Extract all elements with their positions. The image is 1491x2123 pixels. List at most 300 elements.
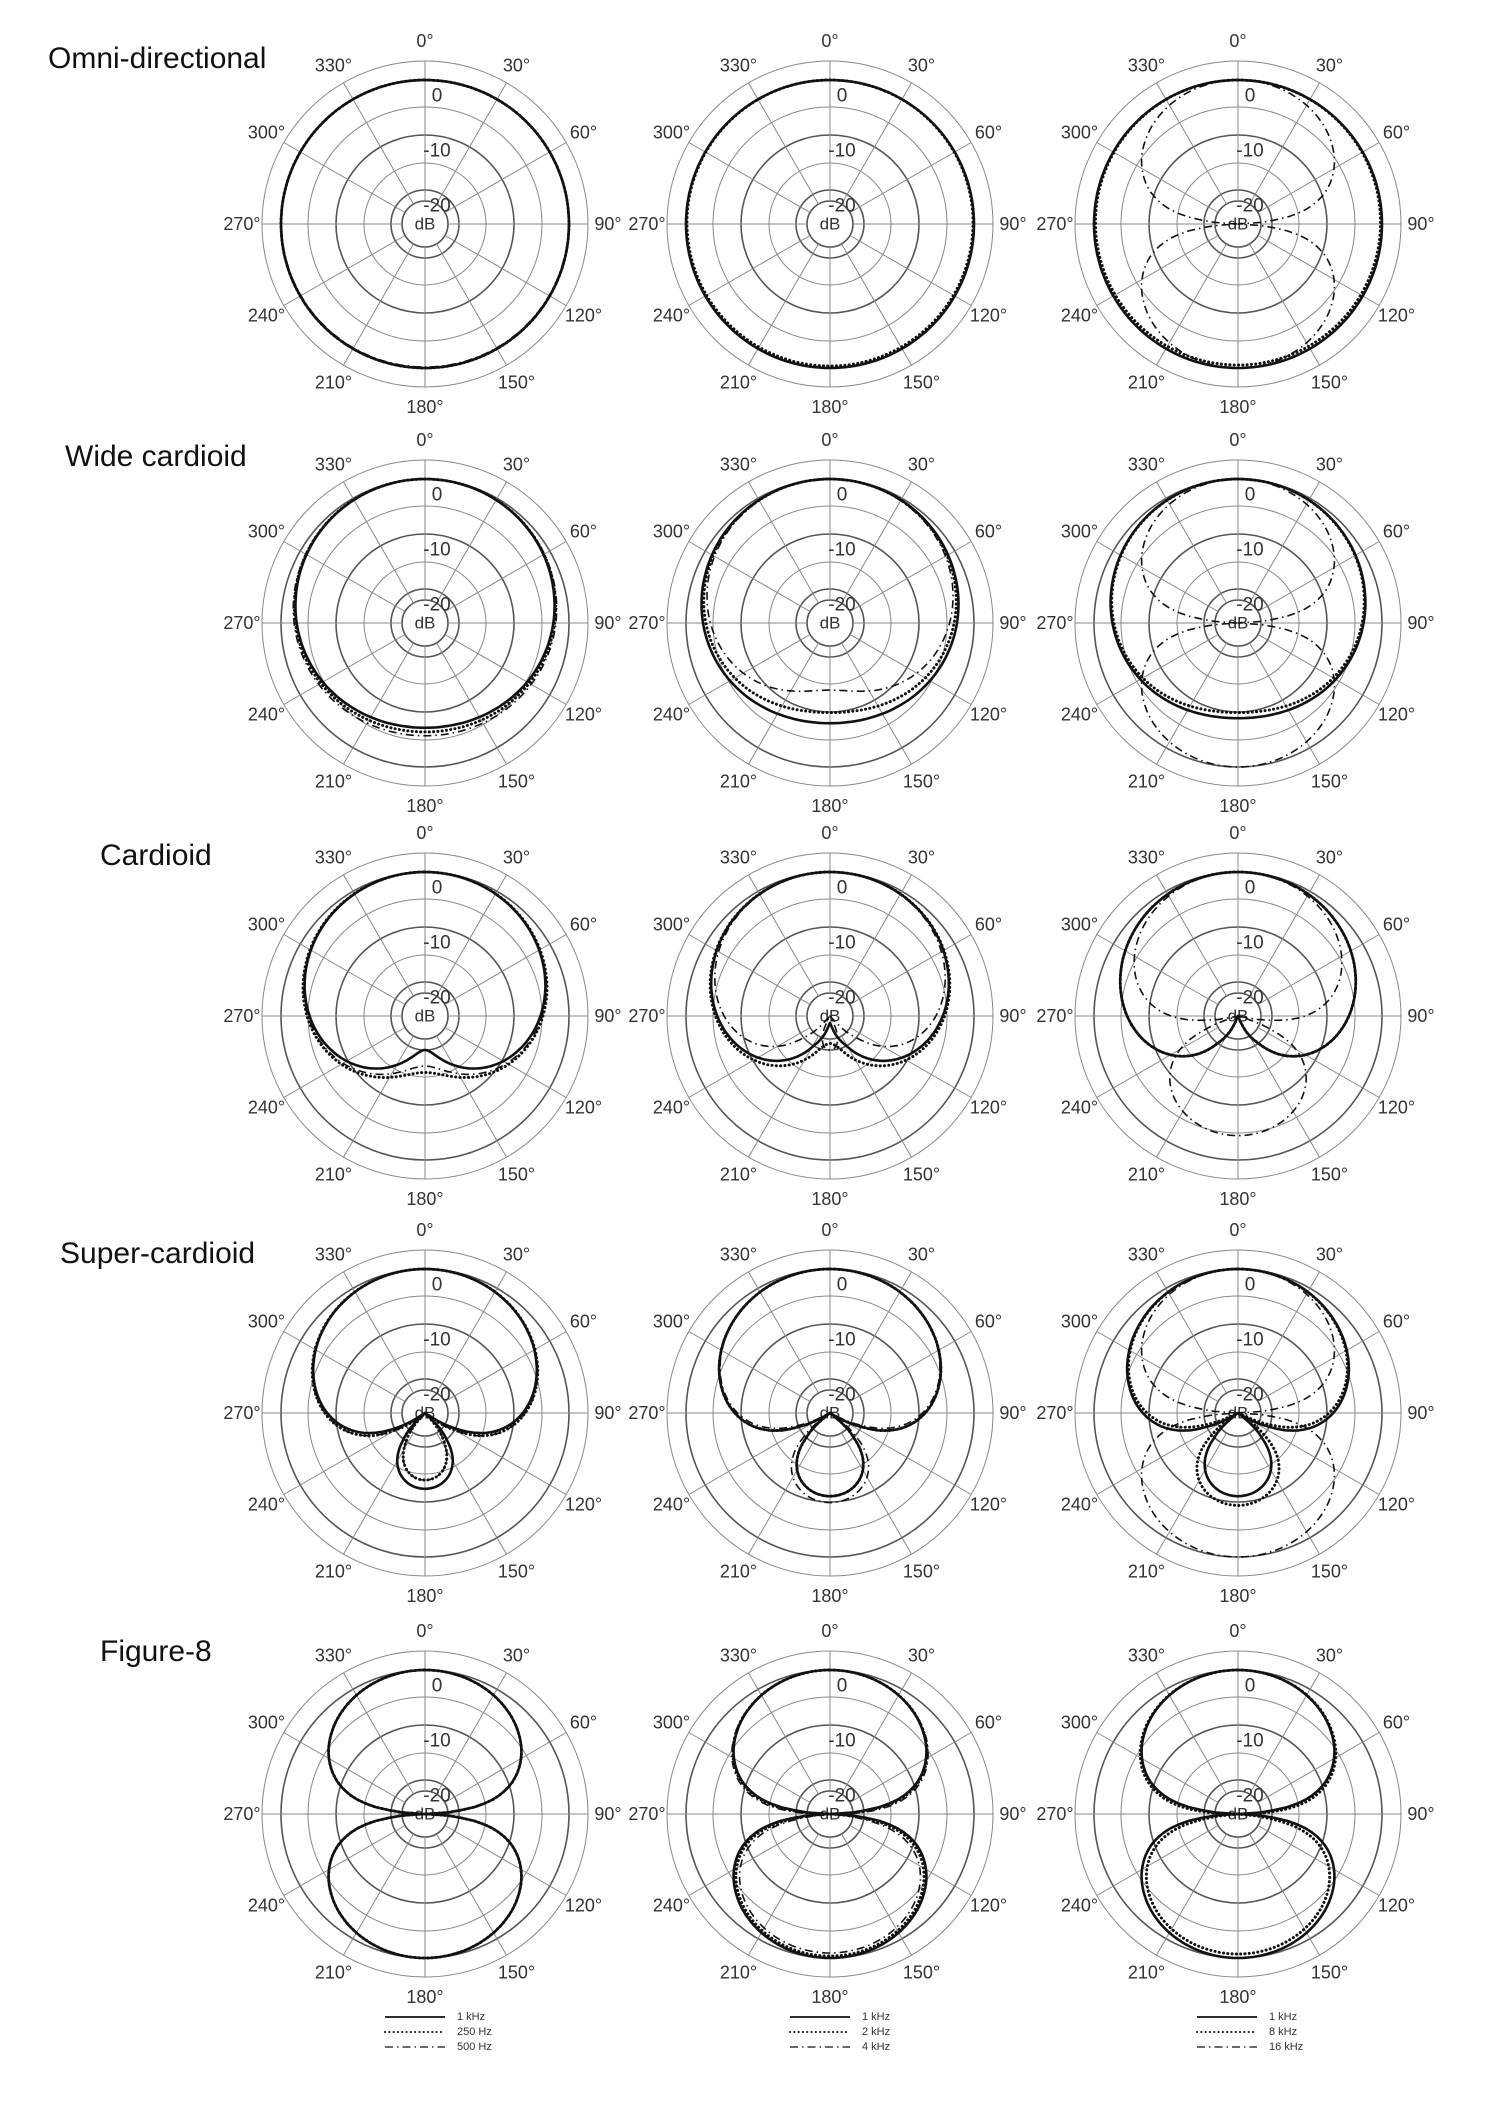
angle-label: 180° bbox=[406, 397, 444, 417]
grid-spoke bbox=[749, 1433, 819, 1554]
angle-label: 330° bbox=[719, 1645, 758, 1666]
ring-label: -20 bbox=[828, 195, 856, 217]
angle-label: 180° bbox=[406, 796, 444, 816]
angle-label: 210° bbox=[1127, 1561, 1166, 1582]
angle-label: 240° bbox=[247, 1494, 286, 1515]
grid-spoke bbox=[437, 1834, 507, 1955]
ring-label: -10 bbox=[1236, 932, 1264, 954]
grid-spoke bbox=[689, 1425, 810, 1495]
angle-label: 180° bbox=[811, 1586, 849, 1606]
angle-label: 90° bbox=[594, 1403, 622, 1423]
grid-spoke bbox=[850, 635, 971, 705]
angle-label: 270° bbox=[223, 1006, 261, 1026]
grid-spoke bbox=[1258, 1826, 1379, 1896]
angle-label: 0° bbox=[416, 1220, 434, 1240]
legend-label: 1 kHz bbox=[1269, 2011, 1298, 2023]
grid-spoke bbox=[437, 1036, 507, 1157]
grid-spoke bbox=[850, 1028, 971, 1098]
angle-label: 180° bbox=[406, 1987, 444, 2007]
angle-label: 0° bbox=[416, 823, 434, 843]
angle-label: 270° bbox=[1036, 1006, 1074, 1026]
angle-label: 120° bbox=[564, 1895, 603, 1916]
angle-label: 270° bbox=[628, 1804, 666, 1824]
angle-label: 270° bbox=[223, 613, 261, 633]
angle-label: 300° bbox=[1060, 914, 1099, 935]
center-db-label: dB bbox=[414, 1006, 436, 1026]
grid-spoke bbox=[1157, 1272, 1227, 1393]
angle-label: 60° bbox=[974, 914, 1003, 935]
angle-label: 300° bbox=[652, 914, 691, 935]
angle-label: 30° bbox=[502, 1244, 531, 1265]
grid-spoke bbox=[1258, 1425, 1379, 1495]
grid-spoke bbox=[344, 1433, 414, 1554]
grid-spoke bbox=[344, 244, 414, 365]
polar-plot-cardioid-2 bbox=[628, 823, 1026, 1209]
angle-label: 60° bbox=[974, 1712, 1003, 1733]
angle-label: 120° bbox=[564, 1097, 603, 1118]
angle-label: 300° bbox=[247, 914, 286, 935]
angle-label: 120° bbox=[969, 305, 1008, 326]
ring-label: 0 bbox=[836, 484, 848, 506]
angle-label: 270° bbox=[628, 1403, 666, 1423]
angle-label: 0° bbox=[1229, 1621, 1247, 1641]
grid-spoke bbox=[689, 1028, 810, 1098]
grid-spoke bbox=[284, 1826, 405, 1896]
angle-label: 30° bbox=[502, 1645, 531, 1666]
angle-label: 300° bbox=[652, 1712, 691, 1733]
angle-label: 300° bbox=[247, 1712, 286, 1733]
angle-label: 330° bbox=[719, 1244, 758, 1265]
angle-label: 150° bbox=[497, 1962, 536, 1983]
angle-label: 180° bbox=[406, 1189, 444, 1209]
center-db-label: dB bbox=[1227, 214, 1249, 234]
angle-label: 120° bbox=[1377, 1097, 1416, 1118]
grid-spoke bbox=[1250, 1433, 1320, 1554]
ring-label: 0 bbox=[836, 877, 848, 899]
angle-label: 270° bbox=[223, 214, 261, 234]
angle-label: 270° bbox=[628, 613, 666, 633]
legend-label: 1 kHz bbox=[862, 2011, 891, 2023]
angle-label: 150° bbox=[902, 771, 941, 792]
grid-spoke bbox=[749, 1272, 819, 1393]
angle-label: 60° bbox=[569, 1311, 598, 1332]
grid-spoke bbox=[445, 1332, 566, 1402]
legend-2 bbox=[790, 2011, 890, 2053]
polar-plot-fig8-3 bbox=[1036, 1621, 1434, 2007]
ring-label: 0 bbox=[1244, 85, 1256, 107]
ring-label: -10 bbox=[423, 539, 451, 561]
angle-label: 240° bbox=[1060, 305, 1099, 326]
polar-plot-wide-1 bbox=[223, 430, 621, 816]
polar-plot-omni-2 bbox=[628, 31, 1026, 417]
angle-label: 150° bbox=[902, 1962, 941, 1983]
angle-label: 270° bbox=[1036, 1403, 1074, 1423]
ring-label: -20 bbox=[1236, 1785, 1264, 1807]
ring-label: -20 bbox=[423, 594, 451, 616]
angle-label: 90° bbox=[999, 214, 1027, 234]
angle-label: 30° bbox=[907, 1244, 936, 1265]
ring-label: -20 bbox=[828, 1785, 856, 1807]
angle-label: 240° bbox=[652, 1097, 691, 1118]
angle-label: 0° bbox=[1229, 823, 1247, 843]
center-db-label: dB bbox=[1227, 613, 1249, 633]
center-db-label: dB bbox=[414, 613, 436, 633]
ring-label: 0 bbox=[1244, 1675, 1256, 1697]
angle-label: 270° bbox=[223, 1403, 261, 1423]
angle-label: 300° bbox=[652, 1311, 691, 1332]
ring-label: -10 bbox=[828, 1329, 856, 1351]
ring-label: -20 bbox=[1236, 195, 1264, 217]
angle-label: 330° bbox=[1127, 454, 1166, 475]
angle-label: 270° bbox=[1036, 214, 1074, 234]
ring-label: -10 bbox=[423, 1329, 451, 1351]
ring-label: -20 bbox=[1236, 594, 1264, 616]
polar-plot-cardioid-1 bbox=[223, 823, 621, 1209]
angle-label: 240° bbox=[652, 1494, 691, 1515]
grid-spoke bbox=[1258, 542, 1379, 612]
grid-spoke bbox=[284, 236, 405, 306]
legend-label: 4 kHz bbox=[862, 2041, 891, 2053]
angle-label: 240° bbox=[1060, 704, 1099, 725]
angle-label: 30° bbox=[502, 454, 531, 475]
row-title-super: Super-cardioid bbox=[60, 1237, 256, 1270]
angle-label: 180° bbox=[811, 397, 849, 417]
center-db-label: dB bbox=[414, 1403, 436, 1423]
angle-label: 90° bbox=[1407, 1006, 1435, 1026]
ring-label: 0 bbox=[431, 1675, 443, 1697]
angle-label: 120° bbox=[969, 704, 1008, 725]
angle-label: 120° bbox=[1377, 1494, 1416, 1515]
angle-label: 150° bbox=[497, 372, 536, 393]
row-title-wide: Wide cardioid bbox=[65, 440, 247, 473]
angle-label: 90° bbox=[999, 1006, 1027, 1026]
angle-label: 150° bbox=[902, 372, 941, 393]
grid-spoke bbox=[1097, 143, 1218, 213]
ring-label: 0 bbox=[431, 1274, 443, 1296]
ring-label: -10 bbox=[423, 140, 451, 162]
grid-spoke bbox=[1097, 1332, 1218, 1402]
grid-spoke bbox=[284, 143, 405, 213]
row-title-omni: Omni-directional bbox=[48, 42, 267, 75]
center-db-label: dB bbox=[819, 214, 841, 234]
angle-label: 90° bbox=[999, 1804, 1027, 1824]
grid-spoke bbox=[344, 643, 414, 764]
grid-spoke bbox=[749, 83, 819, 204]
polar-plot-wide-3 bbox=[1036, 430, 1434, 816]
legend-1 bbox=[385, 2011, 492, 2053]
ring-label: -20 bbox=[1236, 987, 1264, 1009]
angle-label: 210° bbox=[719, 1962, 758, 1983]
grid-spoke bbox=[344, 83, 414, 204]
grid-spoke bbox=[1250, 1834, 1320, 1955]
grid-spoke bbox=[284, 935, 405, 1005]
angle-label: 330° bbox=[719, 454, 758, 475]
grid-spoke bbox=[1258, 1028, 1379, 1098]
angle-label: 0° bbox=[416, 31, 434, 51]
grid-spoke bbox=[1250, 643, 1320, 764]
angle-label: 0° bbox=[1229, 1220, 1247, 1240]
angle-label: 30° bbox=[502, 847, 531, 868]
angle-label: 300° bbox=[1060, 1712, 1099, 1733]
center-db-label: dB bbox=[1227, 1403, 1249, 1423]
grid-spoke bbox=[749, 1673, 819, 1794]
legend-label: 250 Hz bbox=[457, 2026, 492, 2038]
angle-label: 330° bbox=[719, 847, 758, 868]
angle-label: 60° bbox=[1382, 914, 1411, 935]
grid-spoke bbox=[445, 1425, 566, 1495]
angle-label: 90° bbox=[1407, 1804, 1435, 1824]
angle-label: 270° bbox=[628, 214, 666, 234]
grid-spoke bbox=[344, 1036, 414, 1157]
row-title-fig8: Figure-8 bbox=[100, 1635, 212, 1668]
legend-label: 16 kHz bbox=[1269, 2041, 1304, 2053]
grid-spoke bbox=[284, 1332, 405, 1402]
ring-label: -10 bbox=[1236, 539, 1264, 561]
grid-spoke bbox=[749, 1036, 819, 1157]
angle-label: 180° bbox=[1219, 1987, 1257, 2007]
angle-label: 150° bbox=[1310, 372, 1349, 393]
grid-spoke bbox=[850, 1332, 971, 1402]
angle-label: 60° bbox=[1382, 1311, 1411, 1332]
angle-label: 300° bbox=[652, 122, 691, 143]
grid-spoke bbox=[1157, 83, 1227, 204]
ring-label: -20 bbox=[828, 594, 856, 616]
center-db-label: dB bbox=[1227, 1006, 1249, 1026]
angle-label: 120° bbox=[564, 305, 603, 326]
grid-spoke bbox=[445, 1028, 566, 1098]
angle-label: 60° bbox=[569, 122, 598, 143]
row-title-cardioid: Cardioid bbox=[100, 839, 212, 872]
polar-plot-wide-2 bbox=[628, 430, 1026, 816]
angle-label: 60° bbox=[569, 914, 598, 935]
angle-label: 300° bbox=[1060, 521, 1099, 542]
angle-label: 120° bbox=[564, 1494, 603, 1515]
angle-label: 240° bbox=[652, 305, 691, 326]
angle-label: 180° bbox=[811, 1987, 849, 2007]
grid-spoke bbox=[749, 1834, 819, 1955]
angle-label: 60° bbox=[569, 521, 598, 542]
angle-label: 210° bbox=[1127, 1962, 1166, 1983]
angle-label: 120° bbox=[1377, 704, 1416, 725]
angle-label: 180° bbox=[1219, 796, 1257, 816]
ring-label: -10 bbox=[1236, 1329, 1264, 1351]
grid-spoke bbox=[344, 1673, 414, 1794]
center-db-label: dB bbox=[414, 214, 436, 234]
angle-label: 30° bbox=[907, 454, 936, 475]
ring-label: 0 bbox=[1244, 1274, 1256, 1296]
angle-label: 0° bbox=[416, 430, 434, 450]
grid-spoke bbox=[1097, 1028, 1218, 1098]
angle-label: 90° bbox=[999, 613, 1027, 633]
angle-label: 30° bbox=[907, 1645, 936, 1666]
angle-label: 30° bbox=[907, 55, 936, 76]
grid-spoke bbox=[284, 1028, 405, 1098]
angle-label: 60° bbox=[974, 521, 1003, 542]
legend-label: 2 kHz bbox=[862, 2026, 891, 2038]
grid-spoke bbox=[1157, 1433, 1227, 1554]
ring-label: -20 bbox=[828, 1384, 856, 1406]
legend-label: 1 kHz bbox=[457, 2011, 486, 2023]
angle-label: 210° bbox=[314, 372, 353, 393]
grid-spoke bbox=[344, 1272, 414, 1393]
angle-label: 150° bbox=[902, 1561, 941, 1582]
grid-spoke bbox=[1157, 1673, 1227, 1794]
grid-spoke bbox=[1097, 236, 1218, 306]
ring-label: -10 bbox=[828, 140, 856, 162]
angle-label: 0° bbox=[821, 823, 839, 843]
angle-label: 270° bbox=[628, 1006, 666, 1026]
angle-label: 90° bbox=[594, 1006, 622, 1026]
angle-label: 300° bbox=[1060, 122, 1099, 143]
angle-label: 330° bbox=[1127, 1645, 1166, 1666]
angle-label: 90° bbox=[594, 613, 622, 633]
ring-label: -20 bbox=[423, 195, 451, 217]
ring-label: -20 bbox=[423, 1384, 451, 1406]
grid-spoke bbox=[689, 1332, 810, 1402]
grid-spoke bbox=[1097, 1826, 1218, 1896]
angle-label: 120° bbox=[969, 1097, 1008, 1118]
angle-label: 240° bbox=[652, 704, 691, 725]
angle-label: 270° bbox=[223, 1804, 261, 1824]
angle-label: 300° bbox=[247, 122, 286, 143]
angle-label: 60° bbox=[1382, 521, 1411, 542]
angle-label: 30° bbox=[1315, 1244, 1344, 1265]
ring-label: 0 bbox=[431, 877, 443, 899]
grid-spoke bbox=[842, 1834, 912, 1955]
grid-spoke bbox=[1157, 643, 1227, 764]
grid-spoke bbox=[850, 935, 971, 1005]
angle-label: 60° bbox=[974, 1311, 1003, 1332]
grid-spoke bbox=[1097, 935, 1218, 1005]
angle-label: 330° bbox=[1127, 55, 1166, 76]
angle-label: 90° bbox=[1407, 214, 1435, 234]
angle-label: 150° bbox=[902, 1164, 941, 1185]
angle-label: 210° bbox=[1127, 1164, 1166, 1185]
angle-label: 180° bbox=[1219, 1586, 1257, 1606]
angle-label: 210° bbox=[1127, 372, 1166, 393]
center-db-label: dB bbox=[819, 1006, 841, 1026]
angle-label: 60° bbox=[1382, 1712, 1411, 1733]
angle-label: 300° bbox=[247, 1311, 286, 1332]
ring-label: -10 bbox=[423, 932, 451, 954]
angle-label: 210° bbox=[719, 771, 758, 792]
grid-spoke bbox=[689, 143, 810, 213]
angle-label: 0° bbox=[821, 1621, 839, 1641]
center-db-label: dB bbox=[1227, 1804, 1249, 1824]
angle-label: 180° bbox=[1219, 397, 1257, 417]
ring-label: -10 bbox=[828, 1730, 856, 1752]
angle-label: 210° bbox=[1127, 771, 1166, 792]
ring-label: -10 bbox=[1236, 140, 1264, 162]
angle-label: 240° bbox=[1060, 1895, 1099, 1916]
angle-label: 30° bbox=[1315, 1645, 1344, 1666]
grid-spoke bbox=[842, 1036, 912, 1157]
ring-label: 0 bbox=[836, 1274, 848, 1296]
angle-label: 60° bbox=[974, 122, 1003, 143]
grid-spoke bbox=[437, 643, 507, 764]
angle-label: 120° bbox=[969, 1494, 1008, 1515]
polar-plot-super-1 bbox=[223, 1220, 621, 1606]
angle-label: 210° bbox=[719, 1164, 758, 1185]
grid-spoke bbox=[689, 1826, 810, 1896]
ring-label: -20 bbox=[1236, 1384, 1264, 1406]
angle-label: 330° bbox=[314, 454, 353, 475]
angle-label: 210° bbox=[719, 1561, 758, 1582]
angle-label: 0° bbox=[1229, 31, 1247, 51]
grid-spoke bbox=[284, 542, 405, 612]
polar-plot-super-3 bbox=[1036, 1220, 1434, 1606]
grid-spoke bbox=[689, 935, 810, 1005]
angle-label: 330° bbox=[719, 55, 758, 76]
grid-spoke bbox=[437, 244, 507, 365]
angle-label: 90° bbox=[594, 214, 622, 234]
polar-plot-super-2 bbox=[628, 1220, 1026, 1606]
angle-label: 120° bbox=[969, 1895, 1008, 1916]
angle-label: 240° bbox=[247, 305, 286, 326]
ring-label: -10 bbox=[828, 932, 856, 954]
ring-label: 0 bbox=[1244, 484, 1256, 506]
angle-label: 330° bbox=[314, 1244, 353, 1265]
angle-label: 90° bbox=[594, 1804, 622, 1824]
angle-label: 150° bbox=[1310, 771, 1349, 792]
angle-label: 60° bbox=[1382, 122, 1411, 143]
grid-spoke bbox=[445, 542, 566, 612]
legend-3 bbox=[1197, 2011, 1303, 2053]
angle-label: 240° bbox=[247, 1097, 286, 1118]
angle-label: 150° bbox=[1310, 1561, 1349, 1582]
angle-label: 180° bbox=[406, 1586, 444, 1606]
angle-label: 30° bbox=[907, 847, 936, 868]
angle-label: 30° bbox=[1315, 55, 1344, 76]
legend-label: 500 Hz bbox=[457, 2041, 492, 2053]
angle-label: 60° bbox=[569, 1712, 598, 1733]
angle-label: 240° bbox=[247, 704, 286, 725]
ring-label: -20 bbox=[423, 1785, 451, 1807]
ring-label: -20 bbox=[423, 987, 451, 1009]
grid-spoke bbox=[1258, 935, 1379, 1005]
center-db-label: dB bbox=[819, 1804, 841, 1824]
angle-label: 240° bbox=[1060, 1097, 1099, 1118]
center-db-label: dB bbox=[414, 1804, 436, 1824]
polar-plot-cardioid-3 bbox=[1036, 823, 1434, 1209]
angle-label: 180° bbox=[811, 796, 849, 816]
angle-label: 330° bbox=[314, 1645, 353, 1666]
ring-label: -20 bbox=[828, 987, 856, 1009]
grid-spoke bbox=[1157, 1834, 1227, 1955]
angle-label: 150° bbox=[1310, 1962, 1349, 1983]
grid-spoke bbox=[284, 1425, 405, 1495]
grid-spoke bbox=[445, 236, 566, 306]
angle-label: 330° bbox=[1127, 1244, 1166, 1265]
polar-plot-omni-3 bbox=[1036, 31, 1434, 417]
angle-label: 120° bbox=[564, 704, 603, 725]
ring-label: -10 bbox=[1236, 1730, 1264, 1752]
angle-label: 300° bbox=[247, 521, 286, 542]
angle-label: 240° bbox=[247, 1895, 286, 1916]
angle-label: 210° bbox=[719, 372, 758, 393]
angle-label: 30° bbox=[1315, 847, 1344, 868]
angle-label: 90° bbox=[1407, 613, 1435, 633]
grid-spoke bbox=[1157, 875, 1227, 996]
angle-label: 180° bbox=[1219, 1189, 1257, 1209]
angle-label: 300° bbox=[652, 521, 691, 542]
angle-label: 0° bbox=[821, 31, 839, 51]
ring-label: -10 bbox=[423, 1730, 451, 1752]
angle-label: 210° bbox=[314, 1164, 353, 1185]
angle-label: 240° bbox=[652, 1895, 691, 1916]
grid-spoke bbox=[344, 1834, 414, 1955]
ring-label: 0 bbox=[836, 85, 848, 107]
